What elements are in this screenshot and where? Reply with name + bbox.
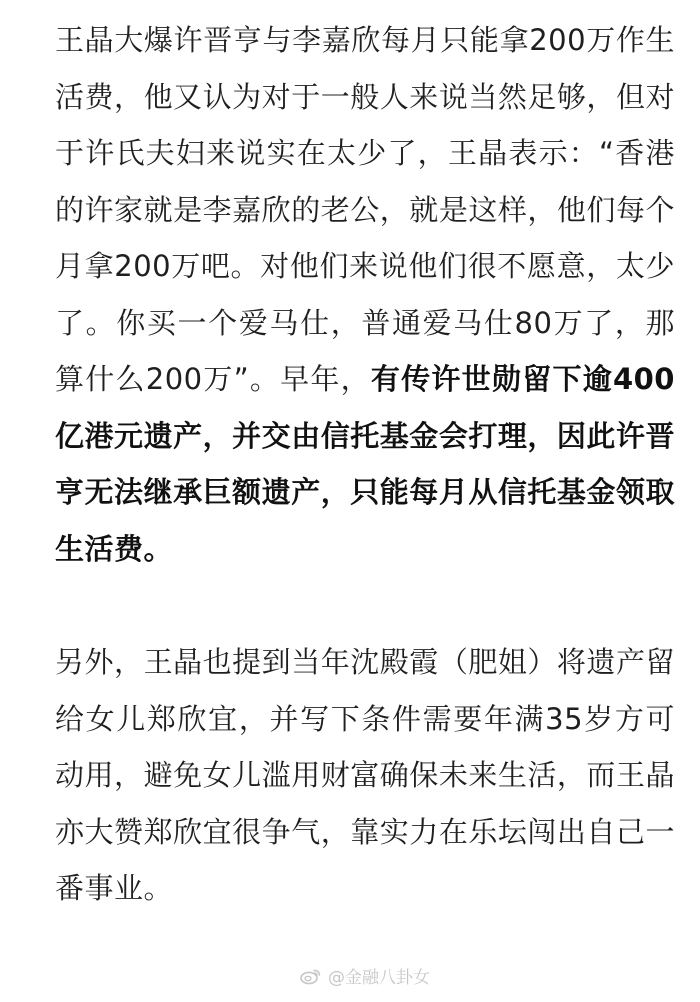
paragraph-1 xyxy=(55,12,675,577)
weibo-icon xyxy=(300,967,322,985)
paragraph-1-text: 王晶大爆许晋亨与李嘉欣每月只能拿200万作生活费，他又认为对于一般人来说当然足够，但对于许氏夫妇来说实在太少了，王晶表示：“香港的许家就是李嘉欣的老公，就是这样，他们每个月拿200万吧。对他们来说他们很不愿意，太少了。你买一个爱马仕，普通爱马仕80万了，那算什么200万”。早年， xyxy=(55,23,675,396)
paragraph-2: 另外，王晶也提到当年沈殿霞（肥姐）将遗产留给女儿郑欣宜，并写下条件需要年满35岁方可动用，避免女儿滥用财富确保未来生活，而王晶亦大赞郑欣宜很争气，靠实力在乐坛闯出自己一番事业。 xyxy=(55,645,675,905)
watermark xyxy=(300,963,430,988)
paragraph-1-bold-text: 有传许世勋留下逾400亿港元遗产，并交由信托基金会打理，因此许晋亨无法继承巨额遗产，只能每月从信托基金领取生活费。 xyxy=(55,362,675,566)
article-body xyxy=(55,12,675,917)
watermark-text: @金融八卦女 xyxy=(328,968,430,988)
